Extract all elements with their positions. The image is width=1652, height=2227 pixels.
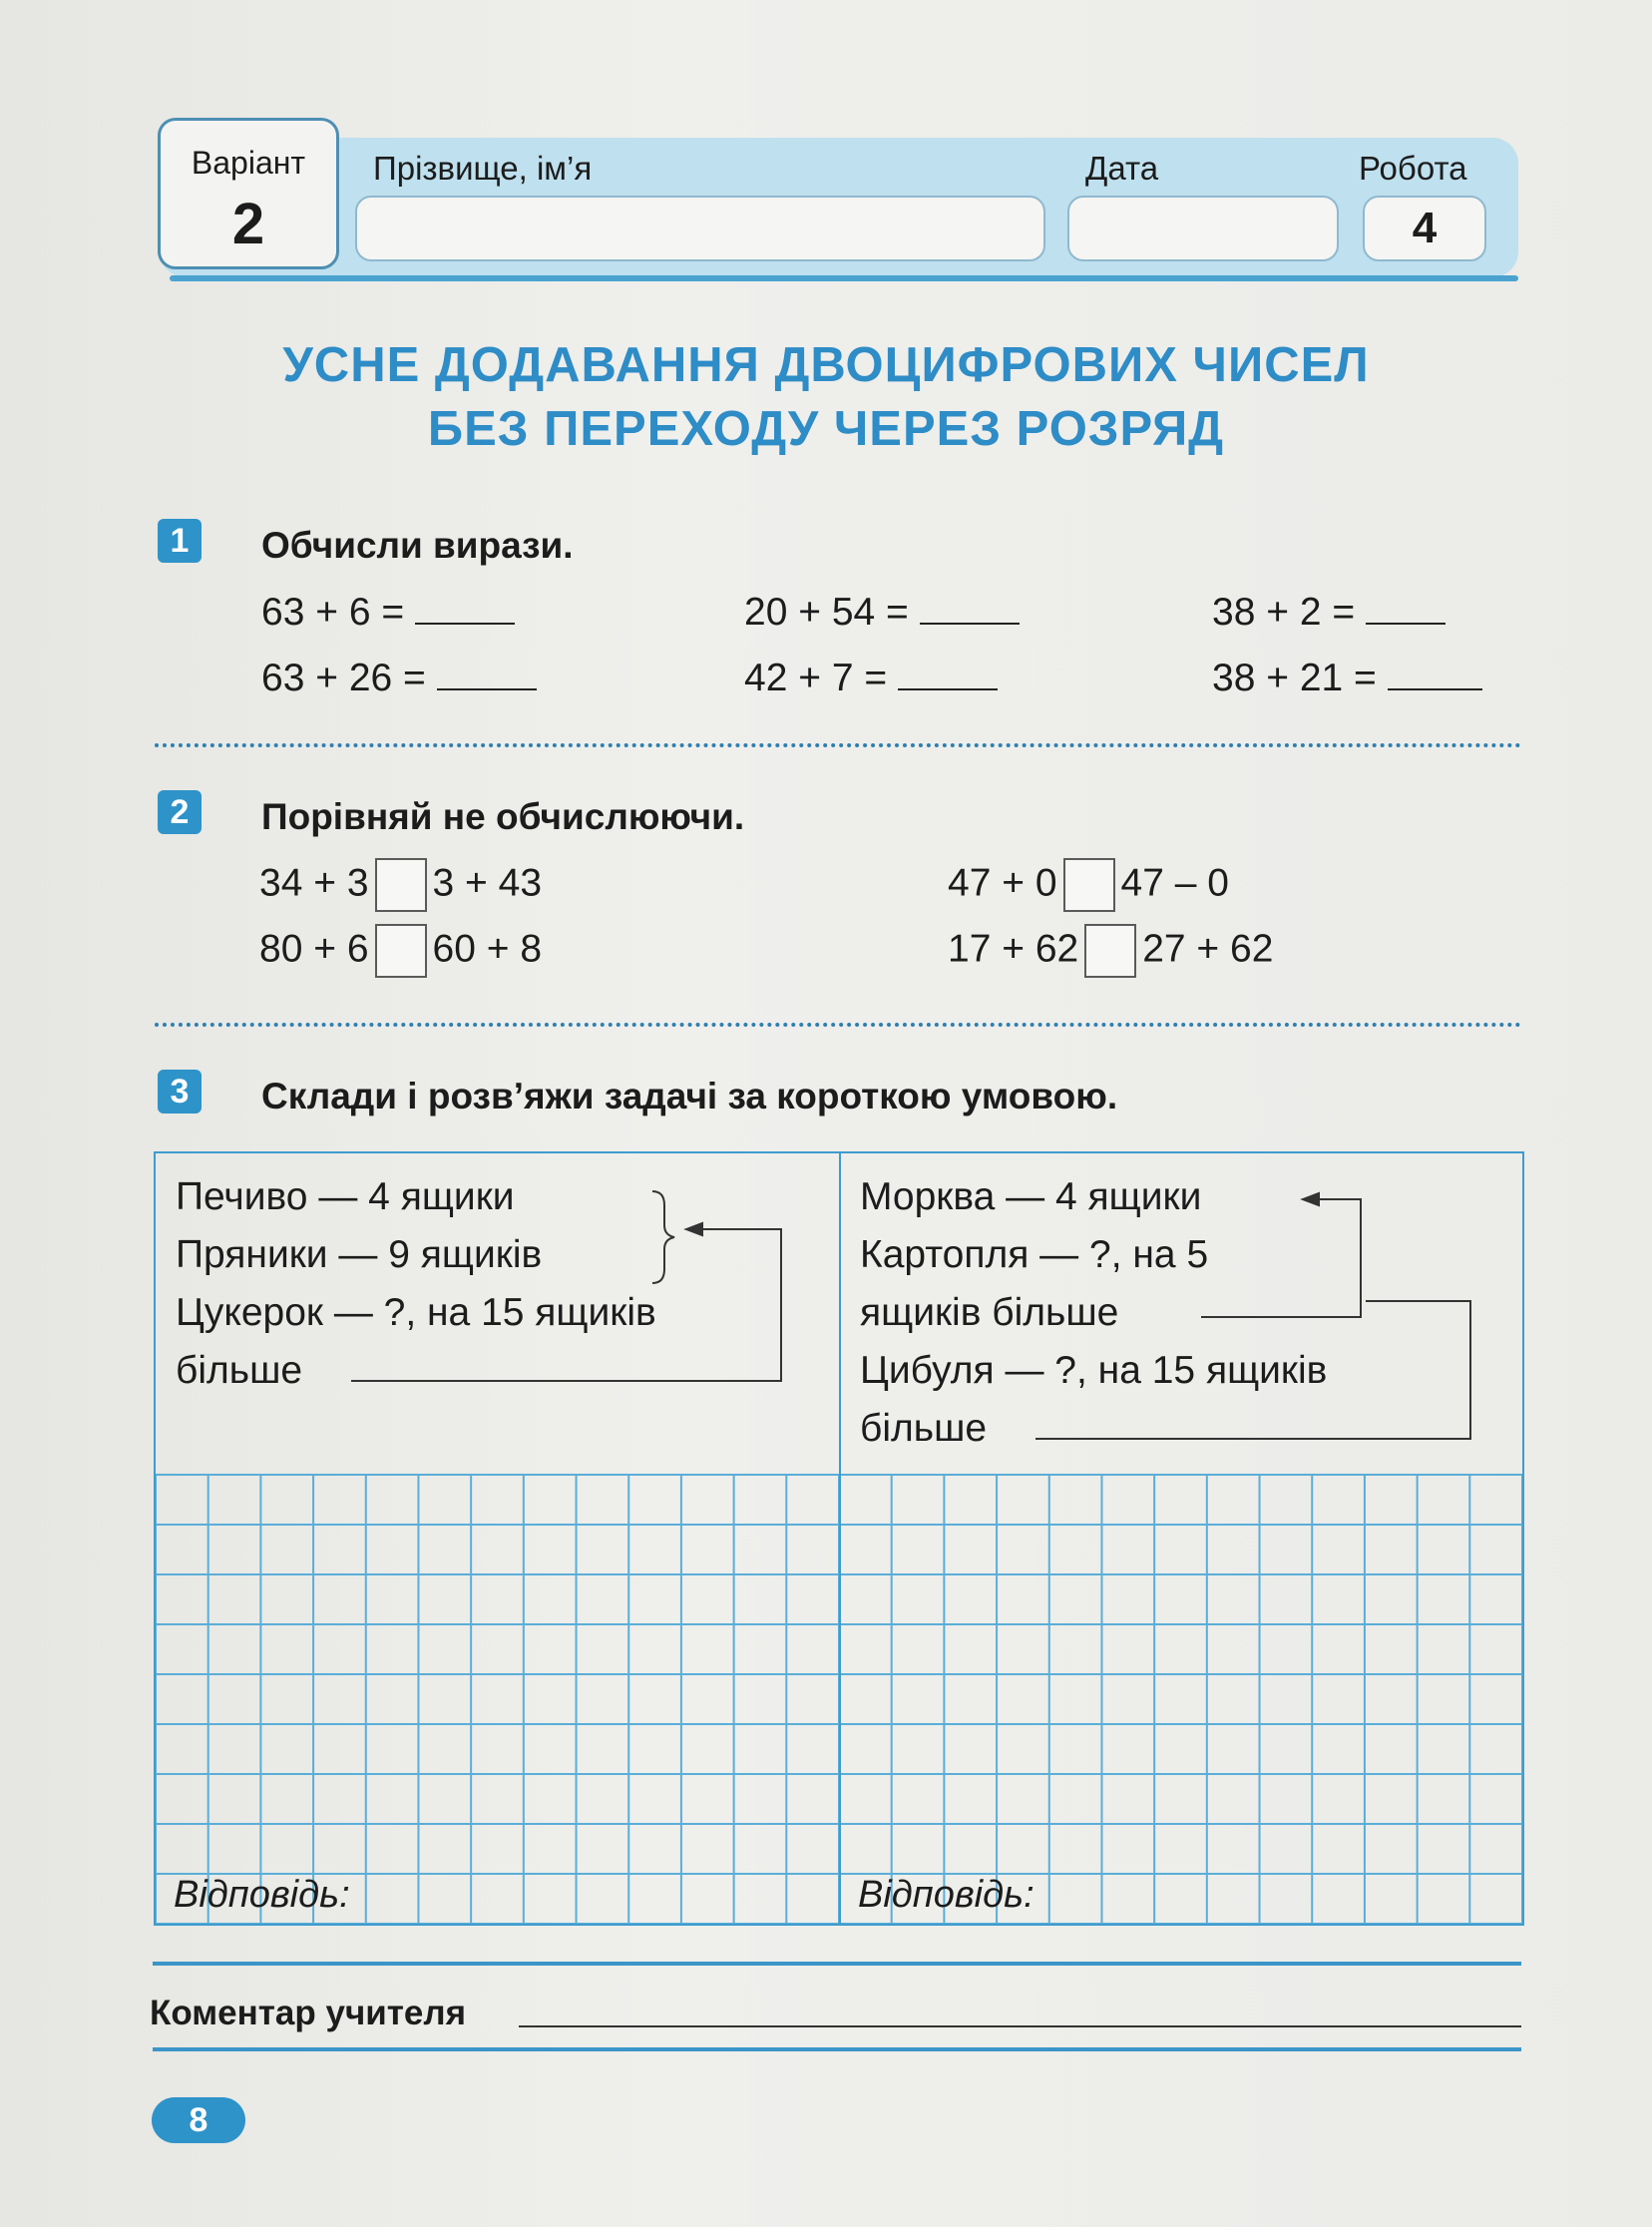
name-field[interactable]: [355, 196, 1045, 261]
task2-title: Порівняй не обчислюючи.: [261, 796, 745, 837]
task1-badge: 1: [158, 519, 202, 563]
date-field[interactable]: [1067, 196, 1339, 261]
task2-comparison: 17 + 62 27 + 62: [948, 924, 1273, 978]
left-answer-label: Відповідь:: [174, 1874, 350, 1916]
header-underline: [170, 275, 1518, 281]
page-title-line1: УСНЕ ДОДАВАННЯ ДВОЦИФРОВИХ ЧИСЕЛ: [282, 338, 1370, 392]
brace-icon: [652, 1191, 674, 1283]
task1-expression: 63 + 26 =: [261, 657, 537, 700]
left-condition-line: більше: [176, 1349, 303, 1392]
teacher-comment-line[interactable]: [519, 2025, 1521, 2027]
right-condition-line: Цибуля — ?, на 15 ящиків: [860, 1349, 1328, 1392]
left-condition-line: Цукерок — ?, на 15 ящиків: [176, 1291, 656, 1334]
task1-expression: 38 + 21 =: [1212, 657, 1482, 700]
answer-blank[interactable]: [415, 619, 515, 625]
right-condition-line: Морква — 4 ящики: [860, 1175, 1202, 1218]
task3-frame: [154, 1151, 1524, 1926]
task2-comparison: 34 + 3 3 + 43: [259, 858, 542, 912]
section-divider: [155, 1023, 1521, 1027]
page-number: 8: [152, 2097, 245, 2143]
variant-label: Варіант: [191, 145, 306, 181]
compare-box[interactable]: [1084, 924, 1136, 978]
task2-badge: 2: [158, 790, 202, 834]
task1-expression: 42 + 7 =: [744, 657, 998, 700]
answer-blank[interactable]: [437, 684, 537, 690]
answer-blank[interactable]: [920, 619, 1020, 625]
variant-number: 2: [231, 192, 265, 256]
task3-title: Склади і розв’яжи задачі за короткою умовою.: [261, 1076, 1118, 1116]
task3-badge: 3: [158, 1070, 202, 1114]
task2-comparison: 47 + 0 47 – 0: [948, 858, 1229, 912]
compare-box[interactable]: [375, 858, 427, 912]
arrow-line: [1201, 1199, 1361, 1317]
left-condition-line: Пряники — 9 ящиків: [176, 1233, 543, 1276]
right-answer-label: Відповідь:: [858, 1874, 1034, 1916]
work-number-box: [1363, 196, 1486, 261]
task2-comparison: 80 + 6 60 + 8: [259, 924, 542, 978]
task1-expression: 38 + 2 =: [1212, 591, 1446, 635]
teacher-comment-label: Коментар учителя: [150, 1994, 467, 2032]
compare-box[interactable]: [375, 924, 427, 978]
name-label: Прізвище, ім’я: [373, 150, 593, 187]
arrow-head-icon: [686, 1223, 702, 1235]
footer-rule-top: [153, 1962, 1521, 1966]
right-condition-line: Картопля — ?, на 5: [860, 1233, 1209, 1276]
variant-box: [158, 118, 339, 269]
footer-rule-bottom: [153, 2047, 1521, 2051]
answer-blank[interactable]: [898, 684, 998, 690]
answer-blank[interactable]: [1388, 684, 1482, 690]
answer-blank[interactable]: [1366, 619, 1446, 625]
arrow-head-icon: [1303, 1193, 1319, 1205]
work-label: Робота: [1359, 150, 1467, 187]
task1-expression: 20 + 54 =: [744, 591, 1020, 635]
date-label: Дата: [1085, 150, 1159, 187]
right-condition-line: більше: [860, 1407, 988, 1450]
right-condition-line: ящиків більше: [860, 1291, 1119, 1334]
task1-title: Обчисли вирази.: [261, 525, 574, 566]
section-divider: [155, 743, 1521, 747]
compare-box[interactable]: [1063, 858, 1115, 912]
task1-expression: 63 + 6 =: [261, 591, 515, 635]
page-title-line2: БЕЗ ПЕРЕХОДУ ЧЕРЕЗ РОЗРЯД: [427, 402, 1225, 456]
work-number: 4: [1412, 204, 1438, 252]
left-condition-line: Печиво — 4 ящики: [176, 1175, 515, 1218]
task3-column-divider: [839, 1153, 841, 1924]
